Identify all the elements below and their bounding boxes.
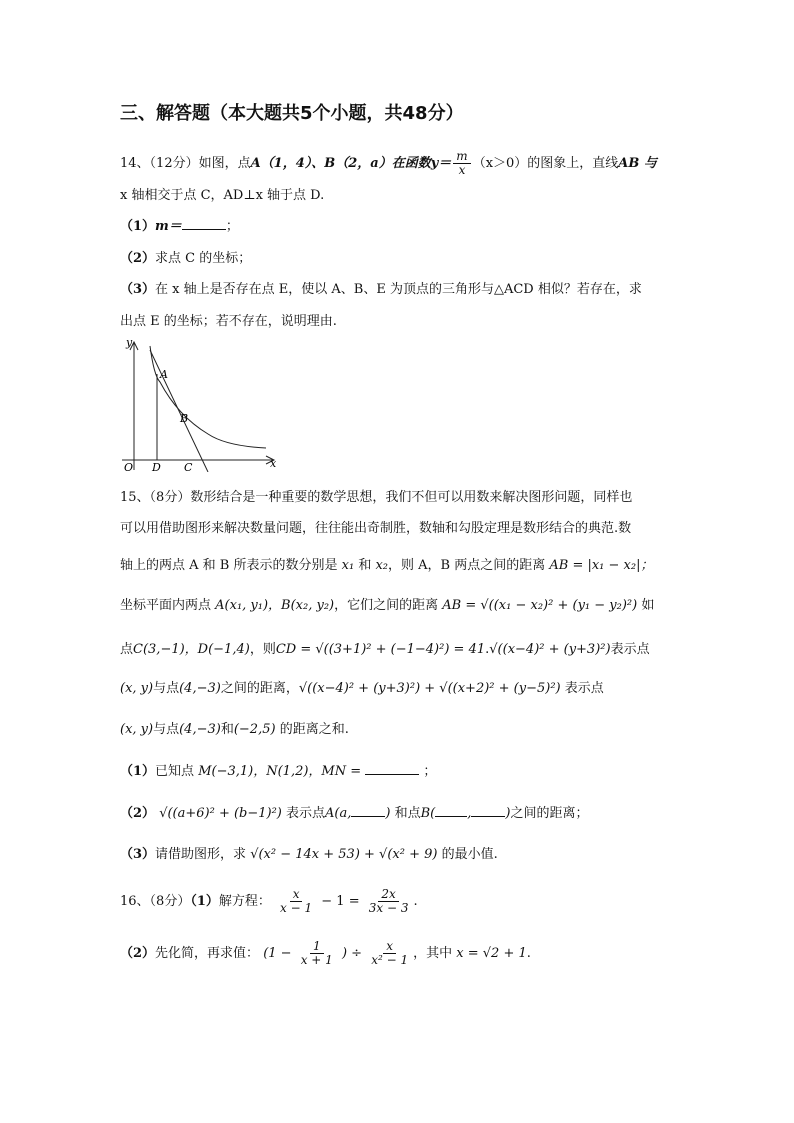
- label-b: B: [180, 412, 189, 425]
- q14-part-3-line-1: [120, 280, 642, 300]
- q14-func-num: m: [453, 150, 470, 164]
- q15-s2-blank-3: [471, 804, 505, 817]
- q15-l6d: 之间的距离，: [220, 681, 299, 696]
- label-y: y: [126, 336, 133, 349]
- q15-l4a: 坐标平面内两点: [120, 598, 212, 613]
- q14-stem-1d: AB 与: [618, 156, 657, 171]
- q15-l6b: 与点: [153, 681, 180, 696]
- q14-func-lhs: y＝: [430, 156, 452, 171]
- q16-eq-fraction-1: [277, 888, 315, 915]
- q15-l3d: AB = |x₁ − x₂|；: [549, 558, 654, 573]
- q15-l7b: 与点: [153, 722, 180, 737]
- q15-l3a: 轴上的两点 A 和 B 所表示的数分别是: [120, 558, 338, 573]
- q15-l5a: 点: [120, 642, 134, 657]
- q14-graph: [116, 336, 282, 472]
- q15-l7e: (−2,5): [233, 722, 276, 737]
- q16-l1b: （1）: [190, 894, 219, 909]
- q16-l2e: .: [526, 946, 531, 961]
- q14-part-2: [120, 249, 251, 269]
- q15-s2-label: （2）: [120, 806, 156, 821]
- q14-p1-text: m＝: [155, 219, 182, 234]
- q15-sub-3: [120, 845, 498, 865]
- q15-line-4: [120, 596, 654, 616]
- q14-func-fraction: [453, 150, 470, 177]
- q16-l2a: （2）: [120, 946, 156, 961]
- q15-l4d: AB = √((x₁ − x₂)² + (y₁ − y₂)²): [442, 598, 638, 613]
- q14-stem-line-2: x 轴相交于点 C，AD⊥x 轴于点 D.: [120, 188, 325, 203]
- q14-p1-blank: [182, 217, 226, 230]
- q15-s3-b: √(x² − 14x + 53) + √(x² + 9): [250, 847, 438, 862]
- q16-l1c: 解方程：: [218, 894, 271, 909]
- q15-s3-c: 的最小值.: [441, 847, 498, 862]
- q15-l4e: 如: [641, 598, 655, 613]
- q15-l4c: ，它们之间的距离: [334, 598, 439, 613]
- q16-l1a: 16、（8分）: [120, 894, 191, 909]
- q14-stem-1a: 14、（12分）如图，点: [120, 156, 251, 171]
- q15-line-6: [120, 679, 604, 699]
- q15-l6e: √((x−4)² + (y+3)²) + √((x+2)² + (y−5)²): [298, 681, 561, 696]
- q16-s-den1: x + 1: [300, 953, 333, 967]
- q16-s-den2: x² − 1: [371, 953, 409, 967]
- q15-l4b: A(x₁, y₁)，B(x₂, y₂): [215, 598, 335, 613]
- q15-x2: x₂: [375, 558, 389, 573]
- q14-part-3-line-2: 出点 E 的坐标；若不存在，说明理由.: [120, 314, 337, 329]
- q16-eq-num2: 2x: [378, 888, 398, 902]
- q15-s2-d: ): [385, 806, 391, 821]
- q15-s1-end: ；: [423, 764, 437, 779]
- q16-eq-num1: x: [290, 888, 303, 902]
- q14-p3-text-a: 在 x 轴上是否存在点 E，使以 A、B、E 为顶点的三角形与△ACD 相似？若存在，求: [155, 282, 642, 297]
- q15-s2-e: 和点: [394, 806, 421, 821]
- q15-l6c: (4,−3): [179, 681, 221, 696]
- q15-s2-b: 表示点: [286, 806, 326, 821]
- q15-s3-label: （3）: [120, 847, 156, 862]
- q16-eq-mid: − 1 =: [321, 894, 360, 909]
- curve-y-m-over-x: [150, 346, 266, 448]
- label-d: D: [152, 461, 161, 472]
- q15-l5c: ，则: [249, 642, 276, 657]
- q16-l2b: 先化简，再求值：: [155, 946, 260, 961]
- q15-s2-g: ,: [467, 806, 472, 821]
- q16-l2c: ，其中: [413, 946, 453, 961]
- q15-s2-c: A(a,: [325, 806, 352, 821]
- q15-l3c: ，则 A，B 两点之间的距离: [388, 558, 546, 573]
- label-c: C: [184, 461, 193, 472]
- q15-x1: x₁: [341, 558, 355, 573]
- q15-s2-f: B(: [420, 806, 436, 821]
- q15-l5b: C(3,−1)，D(−1,4): [133, 642, 250, 657]
- q16-l2d: x = √2 + 1: [456, 946, 527, 961]
- label-x: x: [270, 457, 277, 470]
- line-ab: [150, 350, 208, 472]
- q15-l6f: 表示点: [564, 681, 604, 696]
- q14-p1-label: （1）: [120, 219, 156, 234]
- q15-line-3: [120, 556, 653, 576]
- q15-l3b: 和: [358, 558, 372, 573]
- q14-p2-text: 求点 C 的坐标；: [155, 251, 252, 266]
- q14-p1-end: ；: [225, 219, 239, 234]
- q15-l5g: 表示点: [610, 642, 650, 657]
- q14-func-den: x: [458, 163, 466, 177]
- q15-line-5: [120, 640, 650, 660]
- label-a: A: [160, 368, 168, 381]
- q15-s1-a: 已知点: [155, 764, 195, 779]
- label-o: O: [124, 461, 134, 472]
- q16-s-num1: 1: [310, 940, 324, 954]
- q15-l7d: 和: [220, 722, 234, 737]
- q14-stem-1c: （x＞0）的图象上，直线: [472, 156, 619, 171]
- q15-line-1: 15、（8分）数形结合是一种重要的数学思想，我们不但可以用数来解决图形问题，同样也: [120, 490, 633, 505]
- q15-s2-blank-1: [351, 804, 385, 817]
- q16-eq-end: .: [413, 894, 418, 909]
- q15-l7f: 的距离之和.: [279, 722, 349, 737]
- q14-stem-1b: A（1，4）、B（2，a）在函数: [250, 156, 431, 171]
- q16-eq-fraction-2: [366, 888, 412, 915]
- q15-s1-blank: [365, 762, 419, 775]
- q14-stem-line-1: [120, 150, 657, 177]
- q15-s1-b: M(−3,1)，N(1,2)，MN =: [198, 764, 362, 779]
- q15-line-2: 可以用借助图形来解决数量问题，往往能出奇制胜，数轴和勾股定理是数形结合的典范.数: [120, 521, 632, 536]
- q15-s2-h: ): [505, 806, 511, 821]
- q15-l7a: (x, y): [120, 722, 154, 737]
- q15-s1-label: （1）: [120, 764, 156, 779]
- q16-eq-den2: 3x − 3: [368, 901, 409, 915]
- q15-l5d: CD = √((3+1)² + (−1−4)²) = 41: [275, 642, 486, 657]
- q16-line-1: [120, 888, 418, 915]
- q14-p3-label: （3）: [120, 282, 156, 297]
- q15-l6a: (x, y): [120, 681, 154, 696]
- q14-part-1: [120, 217, 239, 237]
- q16-s-num2: x: [383, 940, 396, 954]
- section-title: 三、解答题（本大题共5个小题，共48分）: [120, 103, 464, 124]
- q16-eq-den1: x − 1: [280, 901, 313, 915]
- q15-s2-a: √((a+6)² + (b−1)²): [159, 806, 282, 821]
- q14-p2-label: （2）: [120, 251, 156, 266]
- q15-sub-2: [120, 804, 588, 824]
- q15-sub-1: [120, 762, 436, 782]
- q15-l5f: √((x−4)² + (y+3)²): [489, 642, 611, 657]
- q15-l7c: (4,−3): [179, 722, 221, 737]
- q16-s-fraction-2: [368, 940, 411, 967]
- q16-s-close: ) ÷: [341, 946, 363, 961]
- q16-s-open: (1 −: [263, 946, 292, 961]
- q15-s2-i: 之间的距离；: [510, 806, 589, 821]
- q15-s3-a: 请借助图形，求: [155, 847, 247, 862]
- q15-l5e: .: [485, 642, 490, 657]
- q15-s2-blank-2: [435, 804, 467, 817]
- q16-line-2: [120, 940, 531, 967]
- q16-s-fraction-1: [298, 940, 336, 967]
- q15-line-7: [120, 720, 349, 740]
